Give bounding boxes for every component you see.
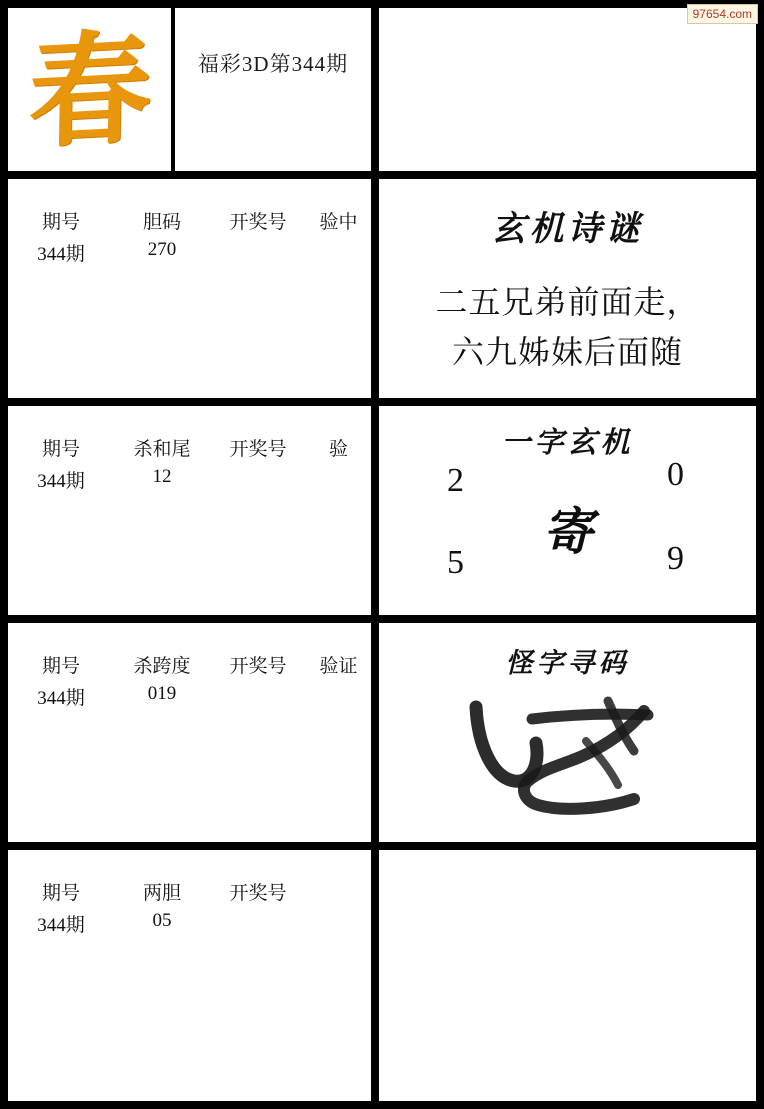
- spring-character: 春: [27, 14, 152, 165]
- table-header-row: [8, 651, 371, 678]
- value-issue: 344期: [37, 688, 85, 709]
- poem-title: 玄机诗谜: [491, 209, 644, 249]
- value-type: 270: [147, 239, 177, 260]
- value-verify: [306, 466, 371, 493]
- value-type: 019: [147, 683, 177, 704]
- value-issue: 344期: [37, 471, 85, 492]
- brush-scribble-glyph: [379, 685, 756, 835]
- one-word-character: 寄: [542, 502, 593, 561]
- col-header-issue: 期号: [41, 439, 80, 460]
- value-verify: [306, 910, 371, 937]
- col-header-draw: 开奖号: [229, 439, 287, 460]
- blank-panel-top: [379, 8, 756, 171]
- table-value-row: [8, 466, 371, 493]
- col-header-issue: 期号: [41, 212, 80, 233]
- blank-panel-bottom: [379, 850, 756, 1101]
- table-value-row: [8, 239, 371, 266]
- value-type: 05: [152, 910, 172, 931]
- col-header-issue: 期号: [41, 883, 80, 904]
- value-draw: [210, 683, 306, 710]
- table-value-row: [8, 683, 371, 710]
- table-header-row: [8, 207, 371, 234]
- one-word-number-top-left: 2: [447, 462, 464, 499]
- table-value-row: [8, 910, 371, 937]
- col-header-type: 胆码: [142, 212, 181, 233]
- value-draw: [210, 239, 306, 266]
- value-verify: [306, 683, 371, 710]
- issue-title-box: [175, 8, 371, 171]
- col-header-verify: 验中: [319, 212, 358, 233]
- info-panel-sha-kua-du: [8, 623, 371, 842]
- col-header-verify: 验证: [319, 656, 358, 677]
- col-header-draw: 开奖号: [229, 656, 287, 677]
- col-header-issue: 期号: [41, 656, 80, 677]
- value-issue: 344期: [37, 915, 85, 936]
- value-draw: [210, 466, 306, 493]
- page-title: 福彩3D第344期: [197, 52, 349, 76]
- col-header-verify: [306, 878, 371, 905]
- one-word-number-bottom-left: 5: [447, 544, 464, 581]
- strange-character-panel: [379, 623, 756, 842]
- poem-line-1: 二五兄弟前面走，: [435, 284, 700, 320]
- poem-line-2: 六九姊妹后面随: [451, 334, 683, 370]
- table-header-row: [8, 878, 371, 905]
- one-word-panel: [379, 406, 756, 615]
- one-word-number-bottom-right: 9: [667, 540, 684, 577]
- poem-panel: [379, 179, 756, 398]
- one-word-number-top-right: 0: [667, 456, 684, 493]
- value-type: 12: [152, 466, 172, 487]
- info-panel-liang-dan: [8, 850, 371, 1101]
- spring-character-box: [8, 8, 171, 171]
- col-header-type: 杀和尾: [133, 439, 191, 460]
- info-panel-sha-he-wei: [8, 406, 371, 615]
- table-header-row: [8, 434, 371, 461]
- one-word-title: 一字玄机: [501, 425, 634, 459]
- value-issue: 344期: [37, 244, 85, 265]
- col-header-draw: 开奖号: [229, 212, 287, 233]
- col-header-draw: 开奖号: [229, 883, 287, 904]
- value-verify: [306, 239, 371, 266]
- info-panel-dan-ma: [8, 179, 371, 398]
- strange-character-title: 怪字寻码: [505, 648, 630, 679]
- watermark-label: 97654.com: [687, 4, 758, 24]
- value-draw: [210, 910, 306, 937]
- col-header-type: 两胆: [142, 883, 181, 904]
- col-header-verify: 验: [328, 439, 348, 460]
- col-header-type: 杀跨度: [133, 656, 191, 677]
